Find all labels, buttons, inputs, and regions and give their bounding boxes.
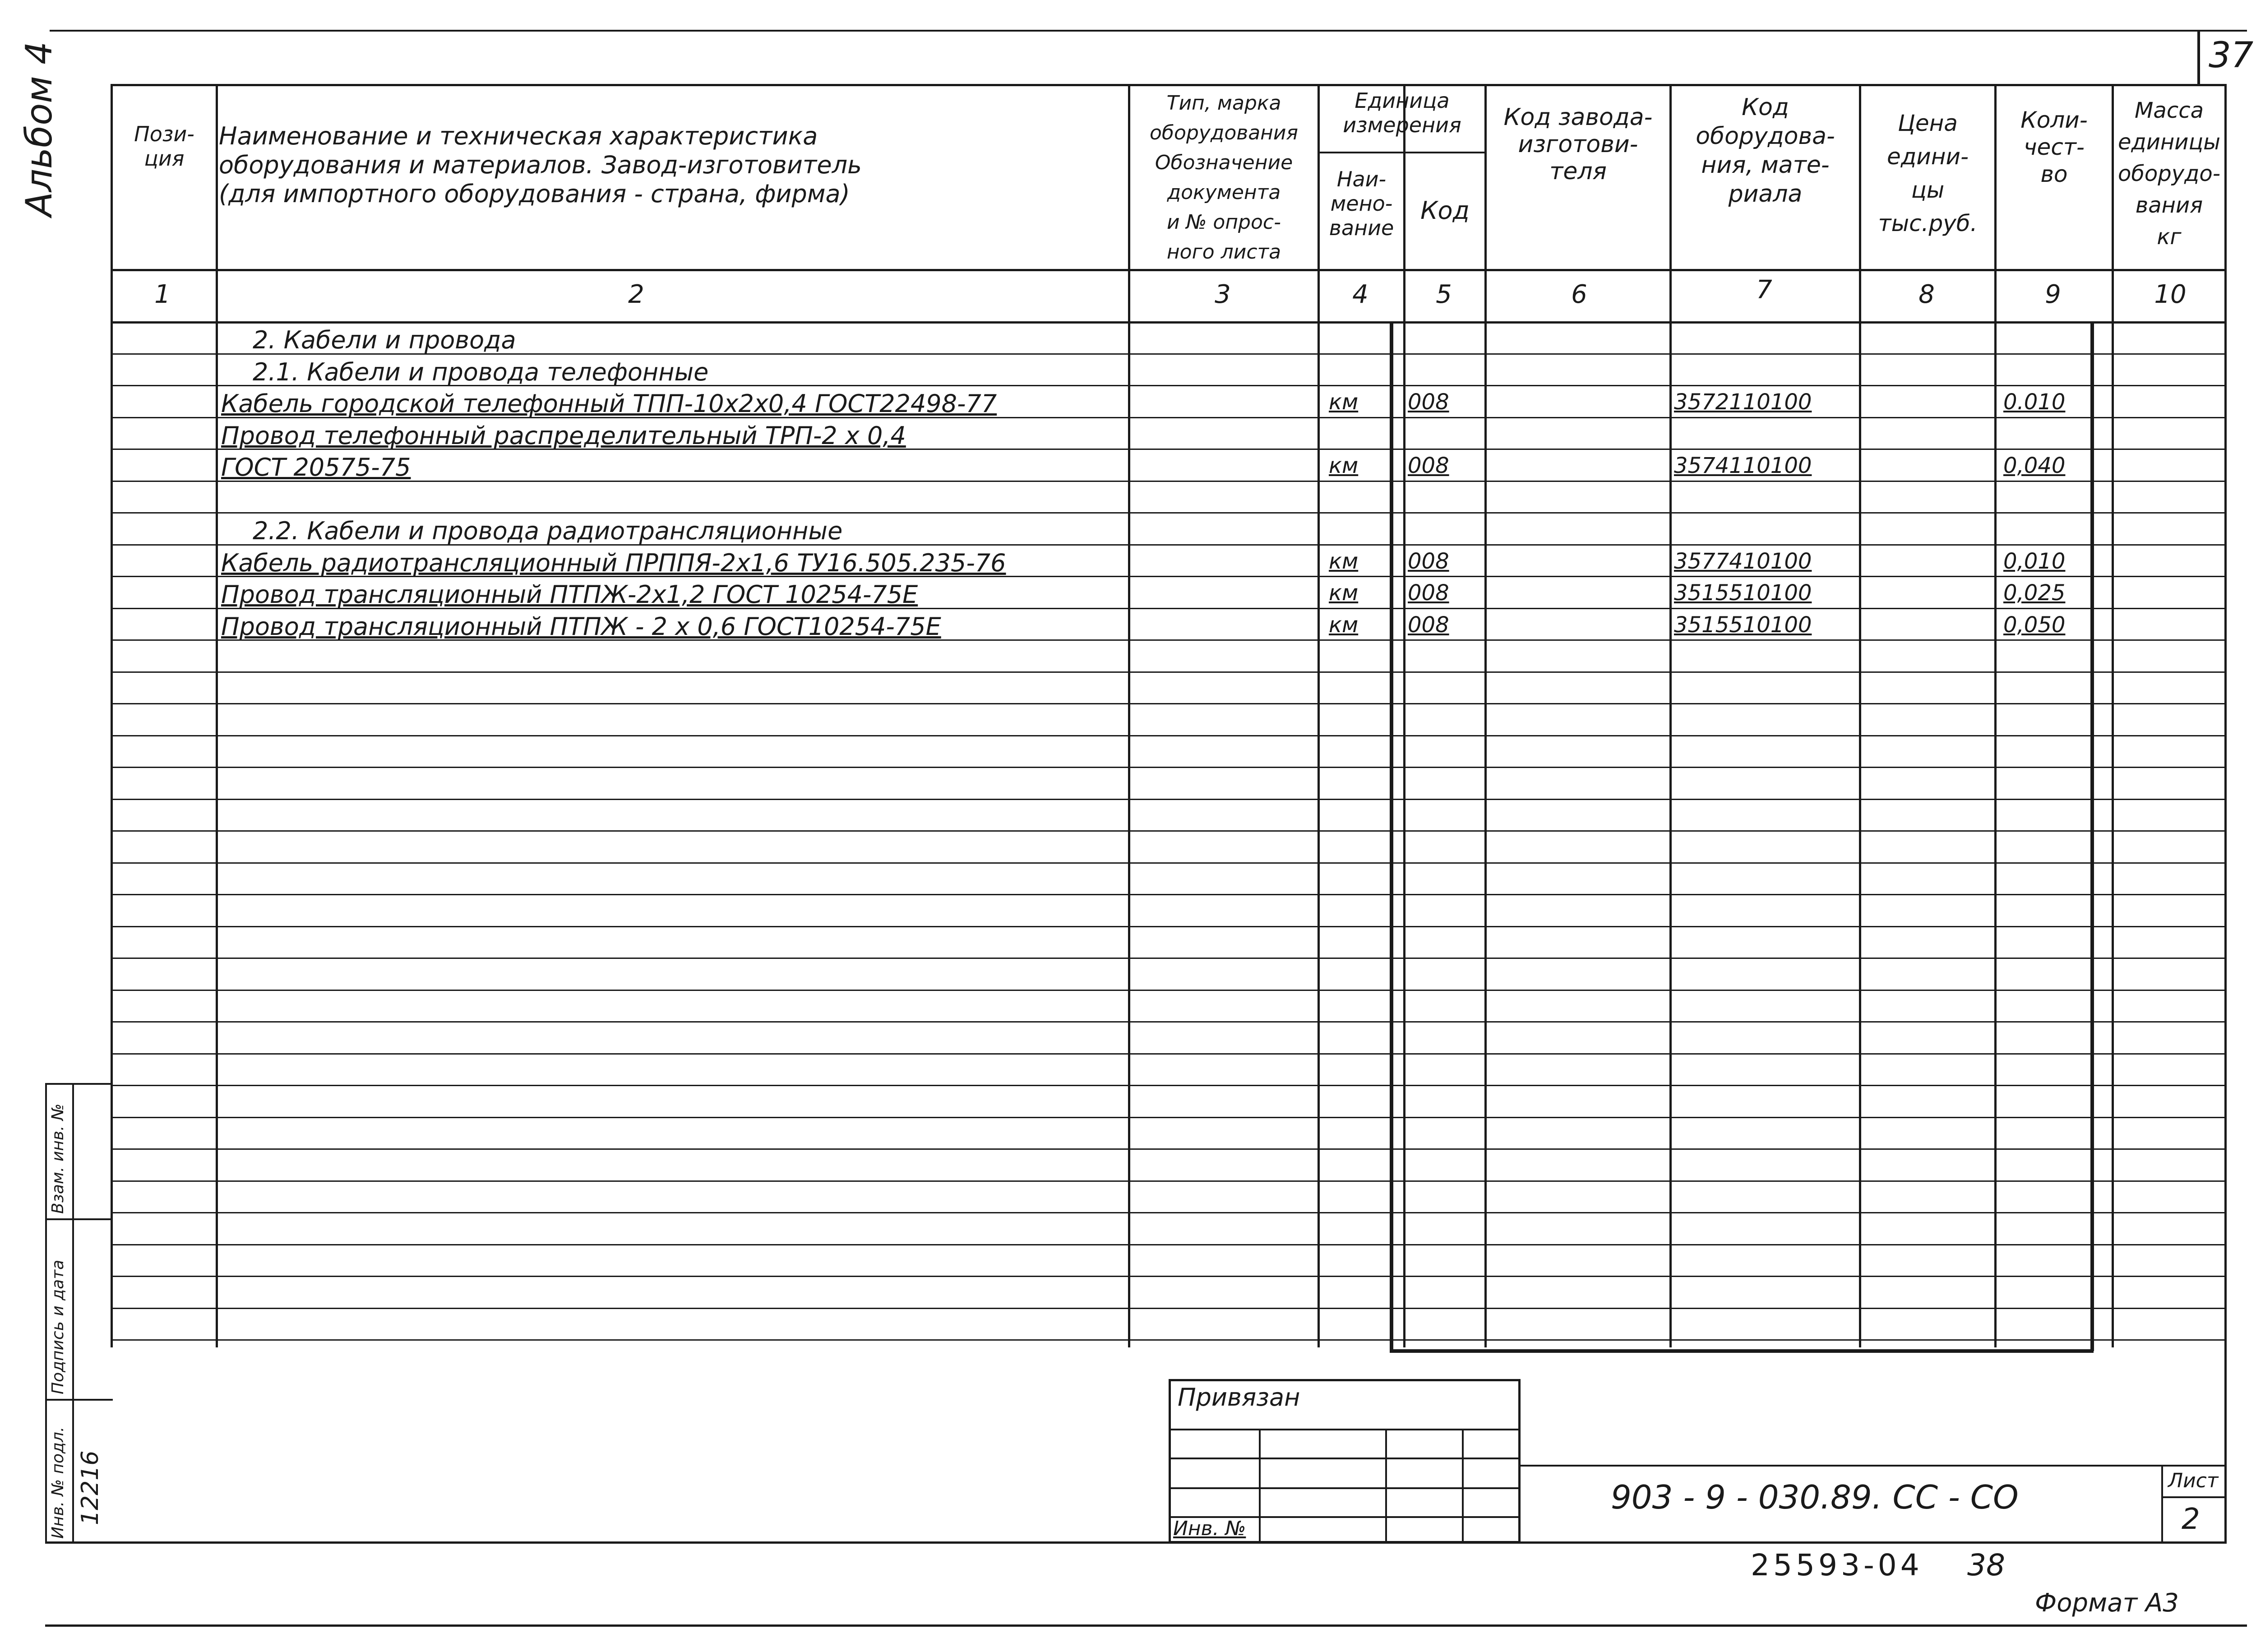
row-line [111, 1212, 2227, 1213]
row-equip-code: 3577410100 [1674, 549, 1812, 574]
header-name: Наименование и техническая характеристика оборудования и материалов. Завод-изготовитель (для импортного оборудования - страна, фирма) [219, 122, 862, 208]
side-strip-top [45, 1083, 113, 1085]
colnum: 2 [628, 280, 644, 309]
colnum: 1 [154, 280, 171, 309]
bottom-border [45, 1624, 2247, 1627]
archive-number: 25593-04 [1751, 1548, 1923, 1583]
row-line [111, 671, 2227, 673]
row-line [111, 512, 2227, 514]
row-line [111, 926, 2227, 927]
row-qty: 0.010 [2003, 389, 2066, 415]
sheet-box-left [2161, 1465, 2163, 1543]
colnum: 3 [1215, 280, 1231, 309]
colnum: 8 [1919, 280, 1935, 309]
row-name: Кабель радиотрансляционный ПРППЯ-2х1,6 ТУ16.505.235-76 [221, 549, 1006, 577]
stamp-line [1169, 1458, 1521, 1459]
header-type: Тип, марка оборудования Обозначение документа и № опрос- ного листа [1149, 92, 1298, 264]
row-line [111, 894, 2227, 895]
doc-code-top [1521, 1465, 2227, 1467]
doc-code: 903 - 9 - 030.89. СС - СО [1611, 1478, 2019, 1516]
side-strip-mid2 [45, 1399, 113, 1401]
sheet-label: Лист [2168, 1469, 2219, 1492]
row-name: Провод телефонный распределительный ТРП-2 х 0,4 [221, 421, 906, 450]
units-divider [1318, 152, 1487, 153]
row-line [111, 1021, 2227, 1023]
row-code: 008 [1408, 389, 1449, 415]
row-unit: км [1329, 453, 1359, 478]
bottom-frame [45, 1541, 2227, 1544]
archive-page: 38 [1967, 1548, 2005, 1583]
row-unit: км [1329, 580, 1359, 606]
colnum: 5 [1436, 280, 1452, 309]
top-border [50, 30, 2247, 32]
row-code: 008 [1408, 549, 1449, 574]
row-line [111, 735, 2227, 736]
side-label-vzam: Взам. инв. № [49, 1103, 67, 1214]
sheet-number: 2 [2182, 1503, 2200, 1536]
row-unit: км [1329, 549, 1359, 574]
row-equip-code: 3515510100 [1674, 580, 1812, 606]
row-qty: 0,040 [2003, 453, 2066, 478]
row-line [111, 767, 2227, 768]
format-label: Формат А3 [2035, 1588, 2179, 1618]
header-quantity: Коли- чест- во [2020, 107, 2088, 187]
sheet-box-mid [2161, 1496, 2227, 1498]
side-label-podpis: Подпись и дата [49, 1259, 67, 1394]
table-right [2224, 84, 2227, 1541]
row-line [111, 1276, 2227, 1277]
row-name: 2.1. Кабели и провода телефонные [253, 358, 709, 386]
row-equip-code: 3574110100 [1674, 453, 1812, 478]
row-name: Провод трансляционный ПТПЖ - 2 х 0,6 ГОСТ10254-75Е [221, 612, 941, 641]
row-line [111, 1244, 2227, 1245]
header-unit-name: Наи- мено- вание [1329, 167, 1394, 240]
col-line [1403, 84, 1405, 1347]
row-name: Кабель городской телефонный ТПП-10х2х0,4 ГОСТ22498-77 [221, 389, 997, 418]
row-code: 008 [1408, 580, 1449, 606]
stamp-vline [1385, 1429, 1387, 1543]
header-unit-code: Код [1420, 196, 1470, 225]
header-position: Пози- ция [134, 122, 194, 171]
row-equip-code: 3515510100 [1674, 612, 1812, 638]
row-unit: км [1329, 389, 1359, 415]
stamp-line [1169, 1429, 1521, 1430]
col-line [1859, 84, 1861, 1347]
col-line [1484, 84, 1487, 1347]
side-strip-divider [72, 1083, 74, 1543]
row-line [111, 990, 2227, 991]
col-line [2112, 84, 2114, 1347]
row-line [111, 703, 2227, 704]
side-label-inv-value: 12216 [77, 1450, 104, 1525]
row-line [111, 1085, 2227, 1086]
colnum: 10 [2154, 280, 2187, 309]
row-line [111, 1053, 2227, 1055]
row-line [111, 1339, 2227, 1341]
row-line [111, 799, 2227, 800]
colnum: 7 [1756, 275, 1772, 305]
header-equipment-code: Код оборудова- ния, мате- риала [1696, 94, 1835, 208]
side-strip-mid1 [45, 1218, 113, 1220]
row-code: 008 [1408, 612, 1449, 638]
row-line [111, 958, 2227, 959]
header-price: Цена едини- цы тыс.руб. [1878, 110, 1978, 236]
row-line [111, 1148, 2227, 1150]
col-line [1994, 84, 1997, 1347]
colnum: 6 [1571, 280, 1587, 309]
table-top [111, 84, 2227, 86]
album-label: Альбом 4 [18, 42, 60, 217]
row-name: ГОСТ 20575-75 [221, 453, 411, 481]
header-mass: Масса единицы оборудо- вания кг [2117, 98, 2221, 250]
row-qty: 0,025 [2003, 580, 2066, 606]
row-name: 2.2. Кабели и провода радиотрансляционные [253, 517, 843, 545]
stamp-line [1169, 1487, 1521, 1489]
colnum: 4 [1352, 280, 1368, 309]
side-strip-left [45, 1083, 47, 1543]
side-label-inv-podl: Инв. № подл. [49, 1426, 67, 1539]
page-number: 37 [2209, 35, 2254, 76]
row-line [111, 1308, 2227, 1309]
bold-box-left [1390, 321, 1393, 1351]
header-factory-code: Код завода- изготови- теля [1503, 104, 1653, 185]
row-code: 008 [1408, 453, 1449, 478]
row-unit: км [1329, 612, 1359, 638]
row-name: Провод трансляционный ПТПЖ-2х1,2 ГОСТ 10254-75Е [221, 580, 918, 609]
row-qty: 0,050 [2003, 612, 2066, 638]
col-line [216, 84, 218, 1347]
header-bottom [111, 269, 2227, 271]
colnum-bottom [111, 321, 2227, 324]
row-qty: 0,010 [2003, 549, 2066, 574]
row-name: 2. Кабели и провода [253, 326, 516, 354]
frame-line [2197, 32, 2200, 86]
privyazan-label: Привязан [1178, 1383, 1300, 1411]
row-line [111, 1117, 2227, 1118]
col-line [1318, 84, 1320, 1347]
row-line [111, 830, 2227, 832]
stamp-vline [1259, 1429, 1261, 1543]
col-line [1669, 84, 1672, 1347]
colnum: 9 [2045, 280, 2061, 309]
inv-no-label: Инв. № [1173, 1517, 1246, 1540]
bold-box-bottom [1390, 1349, 2094, 1353]
row-line [111, 862, 2227, 864]
bold-box-right [2090, 321, 2094, 1351]
header-units: Единица измерения [1343, 88, 1461, 137]
row-line [111, 1180, 2227, 1182]
stamp-vline [1462, 1429, 1464, 1543]
row-line [111, 481, 2227, 482]
col-line [1128, 84, 1130, 1347]
table-left [111, 84, 113, 1347]
row-equip-code: 3572110100 [1674, 389, 1812, 415]
